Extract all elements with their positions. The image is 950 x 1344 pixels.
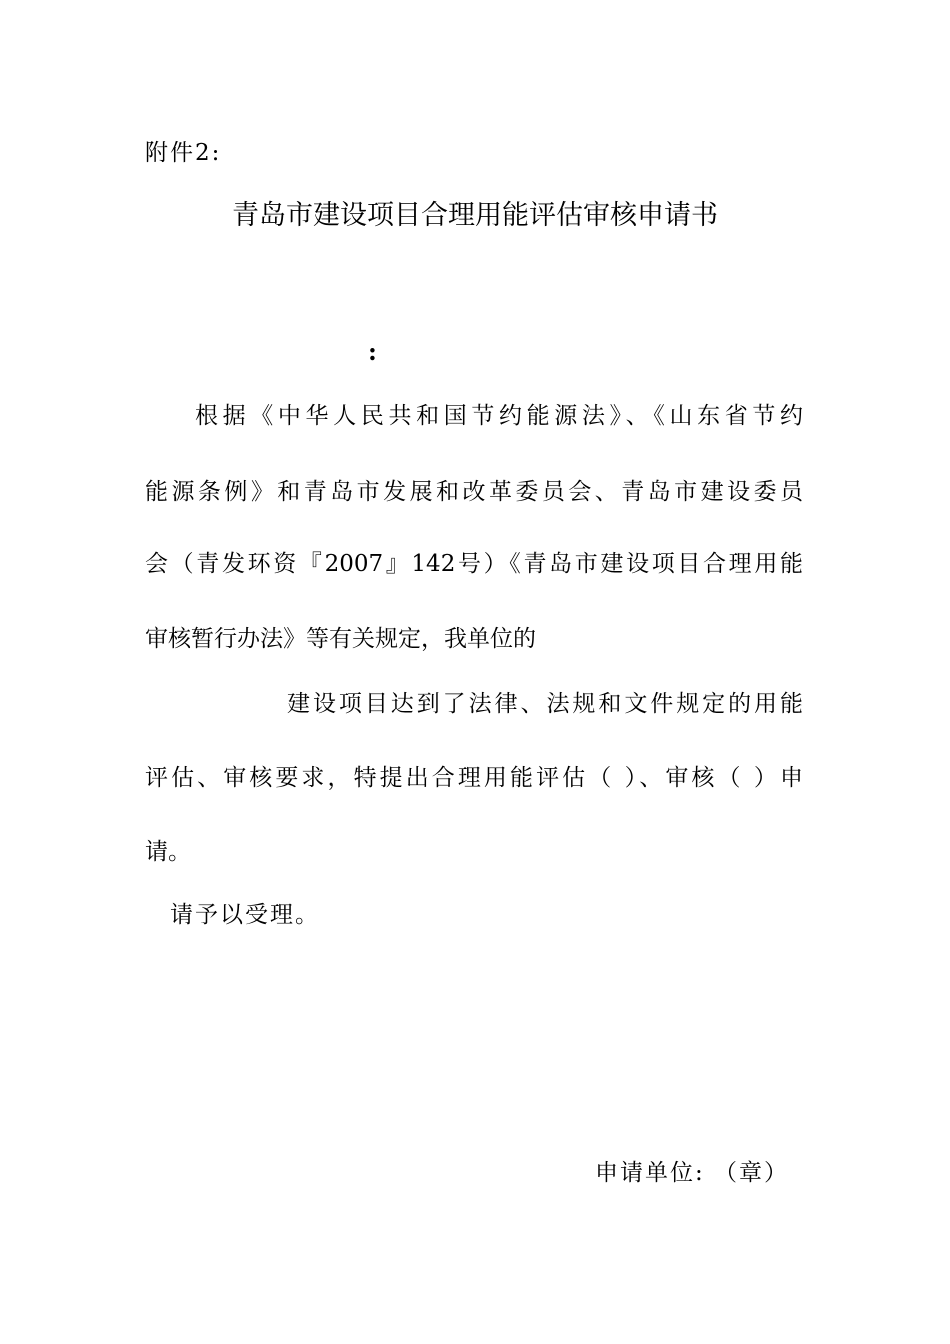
body-line: 评估、审核要求，特提出合理用能评估（ ）、审核（ ）申: [145, 765, 803, 791]
body-line: 会（青发环资『2007』142号）《青岛市建设项目合理用能: [145, 551, 803, 577]
closing-request: 请予以受理。: [170, 902, 320, 928]
document-title: 青岛市建设项目合理用能评估审核申请书: [232, 200, 718, 231]
attachment-label: 附件2:: [145, 140, 222, 166]
body-line: 审核暂行办法》等有关规定，我单位的: [145, 626, 536, 652]
recipient-colon: :: [368, 337, 377, 366]
applicant-signature: 申请单位: （章）: [595, 1160, 790, 1186]
body-line: 能源条例》和青岛市发展和改革委员会、青岛市建设委员: [145, 479, 803, 505]
body-line: 请。: [145, 839, 191, 865]
body-line: 根据《中华人民共和国节约能源法》、《山东省节约: [195, 403, 803, 429]
body-line: 建设项目达到了法律、法规和文件规定的用能: [287, 691, 803, 717]
